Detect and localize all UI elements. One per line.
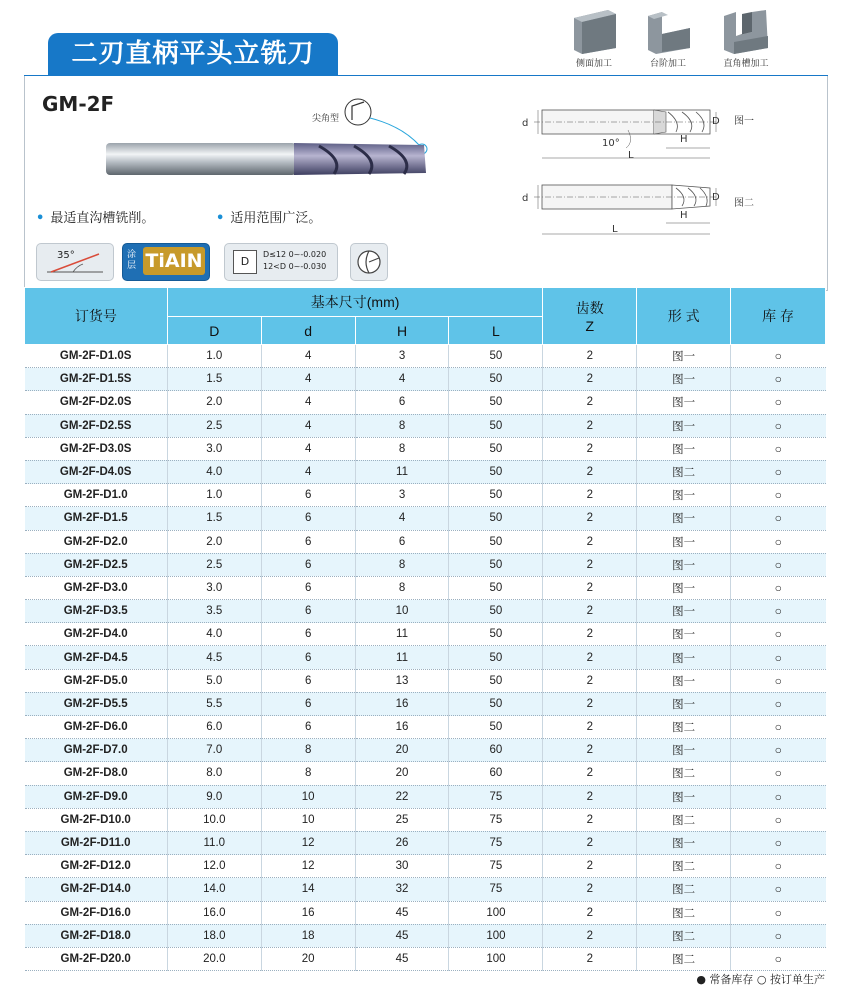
cell-form: 图二 (637, 762, 731, 785)
cell-d: 6 (261, 576, 355, 599)
cell-H: 45 (355, 947, 449, 970)
cell-d: 16 (261, 901, 355, 924)
two-flute-icon (355, 248, 383, 276)
cell-teeth: 2 (543, 692, 637, 715)
cell-form: 图二 (637, 808, 731, 831)
cell-stock: ○ (731, 669, 826, 692)
cell-d: 20 (261, 947, 355, 970)
table-row (25, 507, 826, 530)
cell-H: 45 (355, 901, 449, 924)
cell-L: 50 (449, 460, 543, 483)
cell-teeth: 2 (543, 808, 637, 831)
cell-d: 4 (261, 437, 355, 460)
cell-D: 9.0 (167, 785, 261, 808)
cell-L: 50 (449, 553, 543, 576)
cell-form: 图一 (637, 646, 731, 669)
cell-order-no: GM-2F-D3.0 (25, 576, 168, 599)
cell-form: 图一 (637, 437, 731, 460)
table-row (25, 692, 826, 715)
cell-L: 100 (449, 947, 543, 970)
cell-H: 10 (355, 600, 449, 623)
cell-order-no: GM-2F-D2.5S (25, 414, 168, 437)
cell-H: 4 (355, 368, 449, 391)
cell-D: 4.0 (167, 460, 261, 483)
cell-L: 50 (449, 600, 543, 623)
cell-teeth: 2 (543, 669, 637, 692)
flute-badge (350, 243, 388, 281)
cell-L: 50 (449, 414, 543, 437)
table-row (25, 716, 826, 739)
cell-stock: ○ (731, 808, 826, 831)
cell-form: 图二 (637, 878, 731, 901)
cell-L: 75 (449, 855, 543, 878)
dim-D-label: D (712, 116, 720, 127)
cell-stock: ○ (731, 623, 826, 646)
cell-order-no: GM-2F-D3.0S (25, 437, 168, 460)
cell-order-no: GM-2F-D1.5S (25, 368, 168, 391)
cell-d: 6 (261, 716, 355, 739)
cell-teeth: 2 (543, 553, 637, 576)
dim-d-label-2: d (522, 193, 529, 204)
cell-D: 6.0 (167, 716, 261, 739)
coating-prefix: 涂层 (127, 250, 137, 271)
cell-form: 图一 (637, 831, 731, 854)
cell-order-no: GM-2F-D4.5 (25, 646, 168, 669)
helix-angle-label: 35° (57, 250, 75, 261)
cell-order-no: GM-2F-D9.0 (25, 785, 168, 808)
angle-label: 10° (602, 138, 620, 149)
cell-D: 4.5 (167, 646, 261, 669)
cell-stock: ○ (731, 762, 826, 785)
cell-teeth: 2 (543, 507, 637, 530)
cell-stock: ○ (731, 576, 826, 599)
table-row (25, 530, 826, 553)
technical-drawings (516, 100, 756, 245)
cell-d: 6 (261, 553, 355, 576)
table-row (25, 762, 826, 785)
table-row (25, 808, 826, 831)
cell-L: 50 (449, 669, 543, 692)
cell-stock: ○ (731, 553, 826, 576)
tolerance-line-2: 12<D 0~-0.030 (263, 262, 327, 271)
cell-stock: ○ (731, 368, 826, 391)
cell-order-no: GM-2F-D8.0 (25, 762, 168, 785)
cell-order-no: GM-2F-D1.5 (25, 507, 168, 530)
cell-L: 50 (449, 507, 543, 530)
cell-L: 50 (449, 368, 543, 391)
cell-H: 32 (355, 878, 449, 901)
table-row (25, 437, 826, 460)
table-row (25, 623, 826, 646)
cell-form: 图一 (637, 623, 731, 646)
cell-form: 图二 (637, 855, 731, 878)
machining-label: 台阶加工 (649, 59, 686, 69)
cell-order-no: GM-2F-D14.0 (25, 878, 168, 901)
side-milling-icon (568, 6, 620, 54)
feature-item: • 最适直沟槽铣削。 (36, 211, 155, 226)
header-H: H (355, 317, 449, 345)
cell-L: 50 (449, 345, 543, 368)
cell-L: 50 (449, 530, 543, 553)
header-L: L (449, 317, 543, 345)
cell-d: 10 (261, 808, 355, 831)
cell-D: 1.5 (167, 368, 261, 391)
cell-order-no: GM-2F-D12.0 (25, 855, 168, 878)
cell-order-no: GM-2F-D3.5 (25, 600, 168, 623)
cell-L: 50 (449, 576, 543, 599)
cell-stock: ○ (731, 484, 826, 507)
cell-D: 2.0 (167, 391, 261, 414)
cell-form: 图一 (637, 507, 731, 530)
dim-d-label: d (522, 118, 529, 129)
coating-name: TiAIN (143, 247, 205, 275)
cell-teeth: 2 (543, 947, 637, 970)
cell-form: 图二 (637, 947, 731, 970)
table-row (25, 669, 826, 692)
cell-D: 2.5 (167, 414, 261, 437)
cell-stock: ○ (731, 437, 826, 460)
end-mill-image (104, 140, 434, 178)
table-row (25, 785, 826, 808)
helix-angle-badge (36, 243, 114, 281)
helix-angle-icon (43, 248, 107, 276)
header-order-no: 订货号 (25, 288, 168, 345)
cell-d: 6 (261, 507, 355, 530)
cell-d: 6 (261, 600, 355, 623)
table-row (25, 878, 826, 901)
cell-stock: ○ (731, 530, 826, 553)
header-D: D (167, 317, 261, 345)
table-row (25, 414, 826, 437)
cell-form: 图一 (637, 576, 731, 599)
dim-H-label: H (680, 134, 688, 145)
cell-D: 3.5 (167, 600, 261, 623)
cell-form: 图一 (637, 414, 731, 437)
table-row (25, 855, 826, 878)
cell-d: 4 (261, 460, 355, 483)
cell-D: 18.0 (167, 924, 261, 947)
cell-L: 75 (449, 785, 543, 808)
figure-2-label: 图二 (734, 198, 754, 209)
cell-H: 3 (355, 345, 449, 368)
cell-d: 4 (261, 368, 355, 391)
cell-H: 11 (355, 623, 449, 646)
cell-L: 100 (449, 901, 543, 924)
cell-order-no: GM-2F-D1.0 (25, 484, 168, 507)
dim-L-label: L (628, 150, 634, 161)
cell-teeth: 2 (543, 739, 637, 762)
cell-stock: ○ (731, 391, 826, 414)
cell-H: 8 (355, 553, 449, 576)
model-name: GM-2F (42, 92, 115, 116)
cell-form: 图一 (637, 739, 731, 762)
cell-d: 6 (261, 484, 355, 507)
cell-H: 22 (355, 785, 449, 808)
cell-teeth: 2 (543, 437, 637, 460)
cell-order-no: GM-2F-D2.0 (25, 530, 168, 553)
machining-slot (714, 6, 778, 69)
cell-H: 11 (355, 646, 449, 669)
cell-D: 7.0 (167, 739, 261, 762)
dim-L-label-2: L (612, 224, 618, 235)
cell-teeth: 2 (543, 530, 637, 553)
tolerance-line-1: D≤12 0~-0.020 (263, 250, 327, 259)
table-row (25, 947, 826, 970)
cell-D: 3.0 (167, 576, 261, 599)
cell-form: 图一 (637, 484, 731, 507)
cell-D: 1.0 (167, 345, 261, 368)
table-row (25, 901, 826, 924)
cell-form: 图一 (637, 368, 731, 391)
cell-teeth: 2 (543, 785, 637, 808)
cell-H: 8 (355, 414, 449, 437)
cell-teeth: 2 (543, 623, 637, 646)
cell-order-no: GM-2F-D6.0 (25, 716, 168, 739)
cell-H: 20 (355, 739, 449, 762)
dim-D-label-2: D (712, 192, 720, 203)
cell-stock: ○ (731, 924, 826, 947)
header-stock: 库 存 (731, 288, 826, 345)
cell-teeth: 2 (543, 716, 637, 739)
machining-step (636, 6, 700, 69)
cell-teeth: 2 (543, 576, 637, 599)
cell-stock: ○ (731, 739, 826, 762)
cell-form: 图一 (637, 600, 731, 623)
cell-D: 2.5 (167, 553, 261, 576)
cell-stock: ○ (731, 600, 826, 623)
cell-stock: ○ (731, 785, 826, 808)
table-row (25, 484, 826, 507)
cell-form: 图一 (637, 669, 731, 692)
cell-d: 4 (261, 345, 355, 368)
cell-teeth: 2 (543, 878, 637, 901)
cell-stock: ○ (731, 716, 826, 739)
cell-D: 1.0 (167, 484, 261, 507)
cell-L: 50 (449, 484, 543, 507)
cell-teeth: 2 (543, 414, 637, 437)
cell-form: 图一 (637, 530, 731, 553)
cell-form: 图一 (637, 785, 731, 808)
header-form: 形 式 (637, 288, 731, 345)
cell-D: 11.0 (167, 831, 261, 854)
cell-teeth: 2 (543, 460, 637, 483)
cell-H: 4 (355, 507, 449, 530)
cell-L: 75 (449, 831, 543, 854)
cell-L: 50 (449, 646, 543, 669)
cell-H: 3 (355, 484, 449, 507)
cell-teeth: 2 (543, 901, 637, 924)
cell-L: 60 (449, 739, 543, 762)
cell-H: 30 (355, 855, 449, 878)
cell-d: 4 (261, 414, 355, 437)
table-row (25, 646, 826, 669)
cell-L: 50 (449, 716, 543, 739)
cell-stock: ○ (731, 414, 826, 437)
cell-d: 6 (261, 692, 355, 715)
cell-H: 16 (355, 692, 449, 715)
table-row (25, 739, 826, 762)
cell-D: 5.5 (167, 692, 261, 715)
cell-form: 图一 (637, 692, 731, 715)
cell-teeth: 2 (543, 600, 637, 623)
cell-teeth: 2 (543, 924, 637, 947)
cell-H: 20 (355, 762, 449, 785)
table-row (25, 576, 826, 599)
cell-stock: ○ (731, 855, 826, 878)
cell-L: 75 (449, 808, 543, 831)
cell-d: 10 (261, 785, 355, 808)
cell-d: 8 (261, 762, 355, 785)
cell-teeth: 2 (543, 855, 637, 878)
cell-H: 6 (355, 530, 449, 553)
cell-teeth: 2 (543, 368, 637, 391)
cell-stock: ○ (731, 345, 826, 368)
cell-H: 8 (355, 437, 449, 460)
bullet-icon: • (36, 211, 45, 226)
cell-L: 50 (449, 692, 543, 715)
cell-stock: ○ (731, 878, 826, 901)
cell-D: 12.0 (167, 855, 261, 878)
cell-d: 14 (261, 878, 355, 901)
cell-d: 18 (261, 924, 355, 947)
cell-order-no: GM-2F-D10.0 (25, 808, 168, 831)
cell-order-no: GM-2F-D16.0 (25, 901, 168, 924)
cell-d: 6 (261, 530, 355, 553)
cell-order-no: GM-2F-D5.5 (25, 692, 168, 715)
tolerance-badge (224, 243, 338, 281)
cell-stock: ○ (731, 646, 826, 669)
square-slot-icon (720, 6, 772, 54)
cell-form: 图二 (637, 716, 731, 739)
cell-order-no: GM-2F-D7.0 (25, 739, 168, 762)
cell-stock: ○ (731, 507, 826, 530)
coating-badge (122, 243, 210, 281)
cell-stock: ○ (731, 831, 826, 854)
dim-H-label-2: H (680, 210, 688, 221)
cell-L: 50 (449, 623, 543, 646)
cell-D: 4.0 (167, 623, 261, 646)
table-row (25, 368, 826, 391)
cell-teeth: 2 (543, 345, 637, 368)
figure-1-label: 图一 (734, 116, 754, 127)
cell-form: 图二 (637, 924, 731, 947)
cell-teeth: 2 (543, 391, 637, 414)
cell-order-no: GM-2F-D4.0 (25, 623, 168, 646)
cell-form: 图一 (637, 391, 731, 414)
table-row (25, 391, 826, 414)
cell-order-no: GM-2F-D4.0S (25, 460, 168, 483)
cell-teeth: 2 (543, 646, 637, 669)
spec-table (24, 287, 826, 971)
cell-H: 11 (355, 460, 449, 483)
cell-L: 60 (449, 762, 543, 785)
table-row (25, 345, 826, 368)
cell-form: 图一 (637, 553, 731, 576)
cell-order-no: GM-2F-D1.0S (25, 345, 168, 368)
cell-d: 8 (261, 739, 355, 762)
cell-teeth: 2 (543, 831, 637, 854)
cell-d: 12 (261, 855, 355, 878)
cell-H: 6 (355, 391, 449, 414)
cell-form: 图二 (637, 460, 731, 483)
table-row (25, 831, 826, 854)
cell-d: 4 (261, 391, 355, 414)
table-row (25, 460, 826, 483)
cell-order-no: GM-2F-D20.0 (25, 947, 168, 970)
cell-stock: ○ (731, 692, 826, 715)
cell-H: 13 (355, 669, 449, 692)
cell-D: 1.5 (167, 507, 261, 530)
cell-stock: ○ (731, 901, 826, 924)
cell-D: 3.0 (167, 437, 261, 460)
cell-H: 8 (355, 576, 449, 599)
cell-D: 8.0 (167, 762, 261, 785)
cell-H: 26 (355, 831, 449, 854)
cell-order-no: GM-2F-D11.0 (25, 831, 168, 854)
machining-label: 直角槽加工 (723, 59, 769, 69)
cell-H: 45 (355, 924, 449, 947)
cell-D: 10.0 (167, 808, 261, 831)
page-title: 二刃直柄平头立铣刀 (48, 33, 338, 75)
tolerance-d-box: D (233, 250, 257, 274)
header-teeth: 齿数 Z (543, 288, 637, 345)
cell-H: 25 (355, 808, 449, 831)
machining-side (562, 6, 626, 69)
cell-teeth: 2 (543, 762, 637, 785)
cell-D: 16.0 (167, 901, 261, 924)
table-row (25, 553, 826, 576)
cell-D: 20.0 (167, 947, 261, 970)
header-d: d (261, 317, 355, 345)
header-dimensions: 基本尺寸(mm) (167, 288, 543, 317)
feature-item: • 适用范围广泛。 (216, 211, 322, 226)
cell-order-no: GM-2F-D18.0 (25, 924, 168, 947)
table-row (25, 924, 826, 947)
cell-L: 100 (449, 924, 543, 947)
step-milling-icon (642, 6, 694, 54)
cell-teeth: 2 (543, 484, 637, 507)
cell-D: 14.0 (167, 878, 261, 901)
bullet-icon: • (216, 211, 225, 226)
cell-stock: ○ (731, 460, 826, 483)
cell-form: 图一 (637, 345, 731, 368)
corner-type-label: 尖角型 (312, 114, 340, 124)
cell-form: 图二 (637, 901, 731, 924)
cell-L: 50 (449, 391, 543, 414)
cell-L: 75 (449, 878, 543, 901)
cell-order-no: GM-2F-D2.5 (25, 553, 168, 576)
cell-order-no: GM-2F-D2.0S (25, 391, 168, 414)
stock-legend: ● 常备库存 ○ 按订单生产 (696, 973, 825, 986)
cell-D: 2.0 (167, 530, 261, 553)
cell-H: 16 (355, 716, 449, 739)
cell-d: 6 (261, 669, 355, 692)
table-row (25, 600, 826, 623)
cell-D: 5.0 (167, 669, 261, 692)
cell-order-no: GM-2F-D5.0 (25, 669, 168, 692)
cell-d: 6 (261, 623, 355, 646)
cell-L: 50 (449, 437, 543, 460)
cell-d: 6 (261, 646, 355, 669)
cell-stock: ○ (731, 947, 826, 970)
machining-label: 侧面加工 (575, 59, 612, 69)
cell-d: 12 (261, 831, 355, 854)
